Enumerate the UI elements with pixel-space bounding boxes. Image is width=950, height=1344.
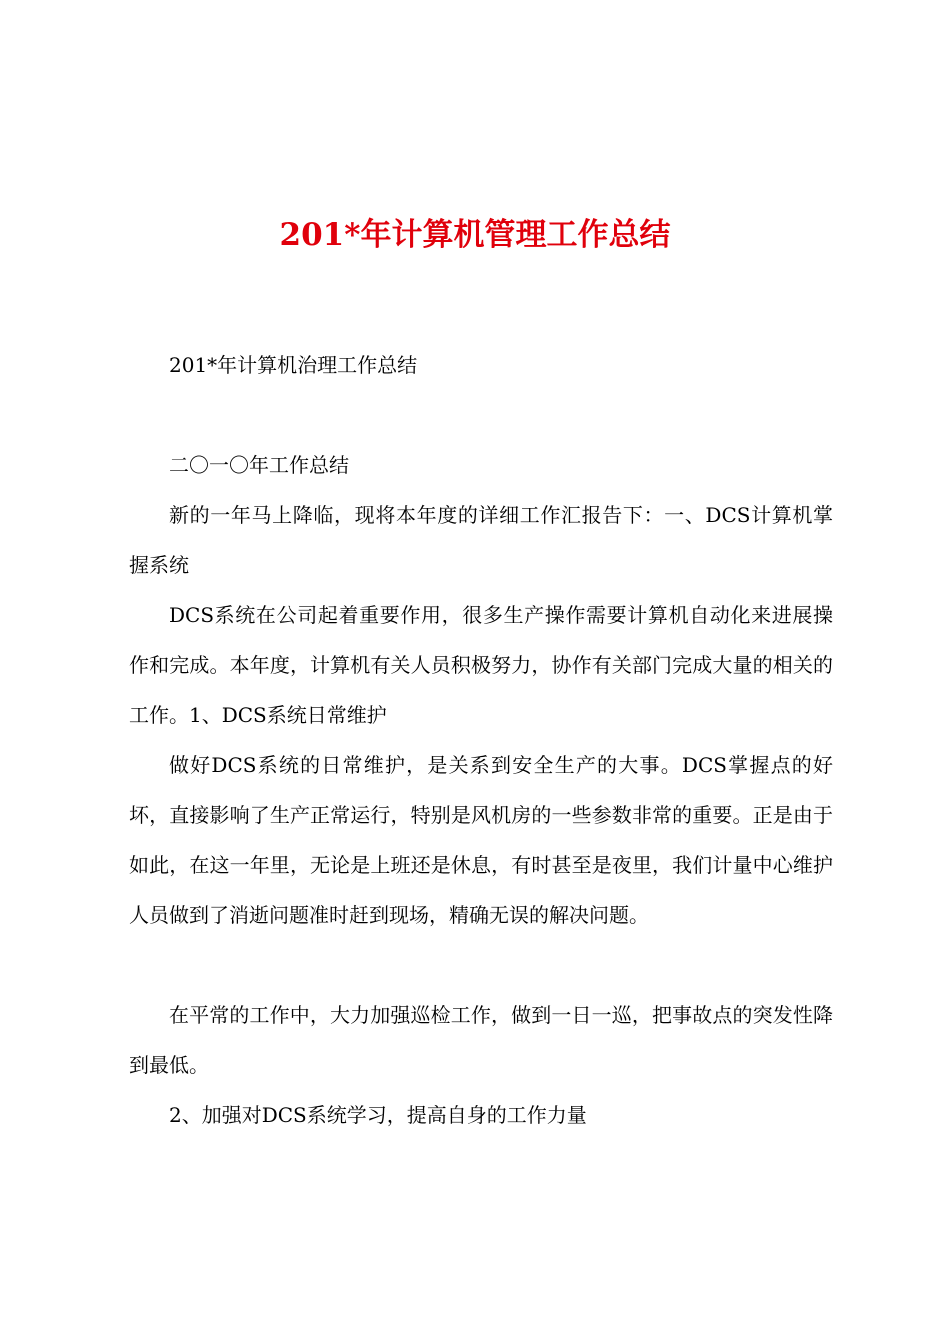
paragraph-dcs-role: DCS系统在公司起着重要作用，很多生产操作需要计算机自动化来进展操作和完成。本年度，计算机有关人员积极努力，协作有关部门完成大量的相关的工作。1、DCS系统日常维护 xyxy=(129,603,833,727)
paragraph-inspection: 在平常的工作中，大力加强巡检工作，做到一日一巡，把事故点的突发性降到最低。 xyxy=(129,1003,833,1077)
paragraph-year-summary: 二〇一〇年工作总结 xyxy=(169,453,349,477)
paragraph-maintenance: 做好DCS系统的日常维护，是关系到安全生产的大事。DCS掌握点的好坏，直接影响了生产正常运行，特别是风机房的一些参数非常的重要。正是由于如此，在这一年里，无论是上班还是休息，有时甚至是夜里，我们计量中心维护人员做到了消逝问题准时赶到现场，精确无误的解决问题。 xyxy=(129,753,833,927)
paragraph-study: 2、加强对DCS系统学习，提高自身的工作力量 xyxy=(169,1103,587,1127)
paragraph-intro: 新的一年马上降临，现将本年度的详细工作汇报告下：一、DCS计算机掌握系统 xyxy=(129,503,833,577)
document-title: 201*年计算机管理工作总结 xyxy=(279,217,671,253)
paragraph-subtitle: 201*年计算机治理工作总结 xyxy=(169,353,418,377)
